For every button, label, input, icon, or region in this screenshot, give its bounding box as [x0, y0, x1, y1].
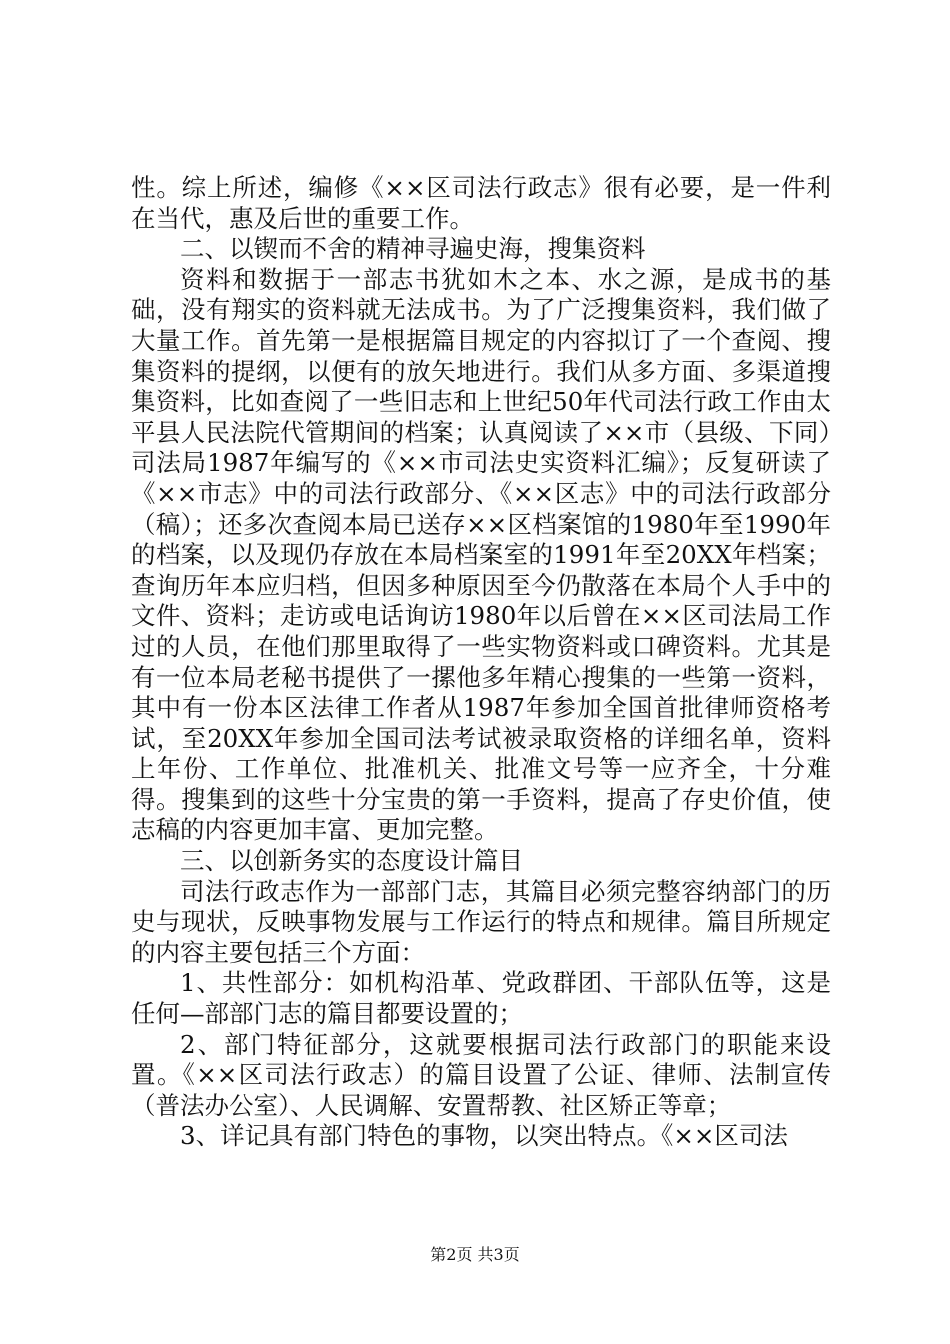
list-item-2: 2、部门特征部分，这就要根据司法行政部门的职能来设置。《××区司法行政志）的篇目设置了公证、律师、法制宣传（普法办公室）、人民调解、安置帮教、社区矫正等章；	[131, 1029, 831, 1120]
section-heading-2: 二、以锲而不舍的精神寻遍史海，搜集资料	[180, 234, 646, 264]
list-item-3: 3、详记具有部门特色的事物，以突出特点。《××区司法	[180, 1121, 788, 1151]
document-body	[131, 173, 831, 1152]
page-footer: 第2页 共3页	[430, 1245, 520, 1264]
section-heading-3: 三、以创新务实的态度设计篇目	[180, 846, 523, 876]
paragraph-5: 司法行政志作为一部部门志，其篇目必须完整容纳部门的历史与现状，反映事物发展与工作运行的特点和规律。篇目所规定的内容主要包括三个方面：	[131, 876, 831, 967]
paragraph-3: 资料和数据于一部志书犹如木之本、水之源，是成书的基础，没有翔实的资料就无法成书。为了广泛搜集资料，我们做了大量工作。首先第一是根据篇目规定的内容拟订了一个查阅、搜集资料的提纲，以便有的放矢地进行。我们从多方面、多渠道搜集资料，比如查阅了一些旧志和上世纪50年代司法行政工作由太平县人民法院代管期间的档案；认真阅读了××市（县级、下同）司法局1987年编写的《××市司法史实资料汇编》；反复研读了《××市志》中的司法行政部分、《××区志》中的司法行政部分（稿）；还多次查阅本局已送存××区档案馆的1980年至1990年的档案，以及现仍存放在本局档案室的1991年至20XX年档案；查询历年本应归档，但因多种原因至今仍散落在本局个人手中的文件、资料；走访或电话询访1980年以后曾在××区司法局工作过的人员，在他们那里取得了一些实物资料或口碑资料。尤其是有一位本局老秘书提供了一摞他多年精心搜集的一些第一资料，其中有一份本区法律工作者从1987年参加全国首批律师资格考试，至20XX年参加全国司法考试被录取资格的详细名单，资料上年份、工作单位、批准机关、批准文号等一应齐全，十分难得。搜集到的这些十分宝贵的第一手资料，提高了存史价值，使志稿的内容更加丰富、更加完整。	[131, 264, 831, 845]
paragraph-1: 性。综上所述，编修《××区司法行政志》很有必要，是一件利在当代，惠及后世的重要工作。	[131, 173, 831, 233]
list-item-1: 1、共性部分：如机构沿革、党政群团、干部队伍等，这是任何—部部门志的篇目都要设置的；	[131, 968, 831, 1029]
